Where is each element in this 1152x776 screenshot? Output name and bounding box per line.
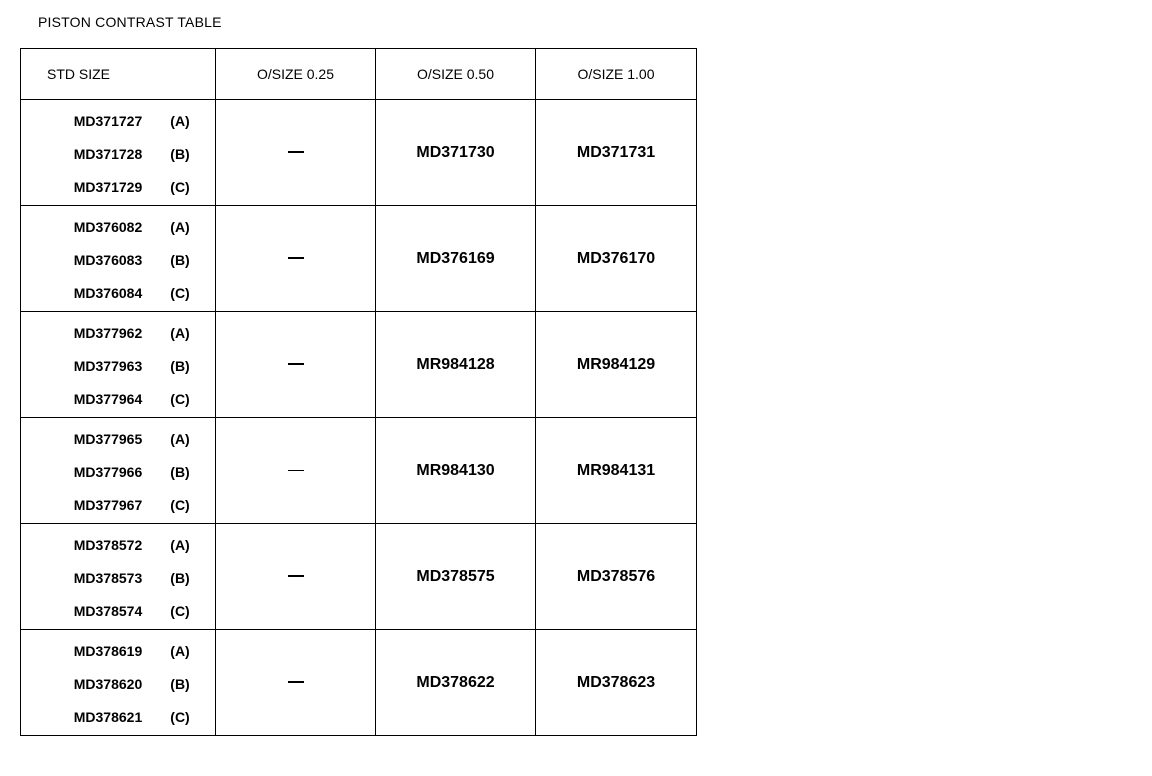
not-available-dash (288, 575, 304, 577)
std-part-number: MD376083 (73, 251, 143, 268)
std-size-entry (51, 426, 215, 452)
oversize-100-part: MD378623 (576, 673, 656, 691)
not-available-dash (288, 257, 304, 259)
header-oversize-050: O/SIZE 0.50 (376, 49, 536, 100)
std-size-entry (51, 280, 215, 306)
std-part-number: MD376084 (73, 284, 143, 301)
std-size-entry (51, 671, 215, 697)
std-size-entry (51, 386, 215, 412)
oversize-100-cell (536, 630, 697, 736)
table-row (21, 206, 697, 312)
std-size-entry (51, 141, 215, 167)
not-available-dash (288, 151, 304, 153)
std-grade: (A) (170, 642, 190, 659)
std-grade: (C) (170, 602, 190, 619)
std-size-entry (51, 598, 215, 624)
std-size-cell (21, 418, 216, 524)
std-part-number: MD377962 (73, 324, 143, 341)
table-row (21, 100, 697, 206)
std-grade: (C) (170, 390, 190, 407)
oversize-025-cell (216, 100, 376, 206)
piston-contrast-table (20, 48, 697, 736)
table-row (21, 312, 697, 418)
std-grade: (A) (170, 218, 190, 235)
oversize-050-part: MD378575 (416, 567, 495, 585)
std-size-entry (51, 532, 215, 558)
not-available-dash (288, 363, 304, 365)
oversize-100-cell (536, 524, 697, 630)
std-size-entry (51, 353, 215, 379)
oversize-050-part: MD376169 (416, 249, 495, 267)
std-size-cell (21, 312, 216, 418)
std-part-number: MD377964 (73, 390, 143, 407)
header-oversize-025: O/SIZE 0.25 (216, 49, 376, 100)
std-part-number: MD378621 (73, 708, 143, 725)
std-part-number: MD371729 (73, 178, 143, 195)
std-size-entry (51, 108, 215, 134)
std-size-entry (51, 565, 215, 591)
std-size-cell (21, 100, 216, 206)
std-part-number: MD377966 (73, 463, 143, 480)
std-grade: (C) (170, 708, 190, 725)
oversize-100-cell (536, 100, 697, 206)
std-size-entry (51, 492, 215, 518)
std-size-entry (51, 174, 215, 200)
oversize-050-part: MR984128 (416, 355, 495, 373)
std-part-number: MD377967 (73, 496, 143, 513)
std-part-number: MD378620 (73, 675, 143, 692)
table-row (21, 630, 697, 736)
oversize-025-cell (216, 418, 376, 524)
std-grade: (C) (170, 178, 190, 195)
oversize-100-part: MR984129 (576, 355, 656, 373)
oversize-100-part: MR984131 (576, 461, 656, 479)
not-available-dash (288, 470, 304, 471)
std-part-number: MD377965 (73, 430, 143, 447)
std-size-entry (51, 638, 215, 664)
std-part-number: MD376082 (73, 218, 143, 235)
header-row (21, 49, 697, 100)
oversize-050-cell (376, 312, 536, 418)
std-grade: (C) (170, 284, 190, 301)
oversize-050-cell (376, 206, 536, 312)
oversize-025-cell (216, 312, 376, 418)
oversize-100-cell (536, 312, 697, 418)
oversize-050-cell (376, 418, 536, 524)
header-oversize-100: O/SIZE 1.00 (536, 49, 697, 100)
std-part-number: MD371727 (73, 112, 143, 129)
std-size-entry (51, 459, 215, 485)
oversize-050-cell (376, 630, 536, 736)
std-grade: (C) (170, 496, 190, 513)
std-part-number: MD377963 (73, 357, 143, 374)
std-grade: (B) (170, 569, 190, 586)
std-part-number: MD378619 (73, 642, 143, 659)
oversize-025-cell (216, 630, 376, 736)
oversize-050-cell (376, 524, 536, 630)
oversize-050-part: MD378622 (416, 673, 495, 691)
std-grade: (B) (170, 463, 190, 480)
std-part-number: MD378574 (73, 602, 143, 619)
table-row (21, 524, 697, 630)
std-size-entry (51, 214, 215, 240)
oversize-100-part: MD378576 (576, 567, 656, 585)
oversize-100-part: MD376170 (576, 249, 656, 267)
not-available-dash (288, 681, 304, 683)
oversize-050-part: MR984130 (416, 461, 495, 479)
std-size-entry (51, 704, 215, 730)
std-size-entry (51, 320, 215, 346)
header-std-size: STD SIZE (21, 49, 216, 100)
std-part-number: MD378573 (73, 569, 143, 586)
std-size-cell (21, 630, 216, 736)
oversize-025-cell (216, 524, 376, 630)
std-size-entry (51, 247, 215, 273)
std-grade: (A) (170, 430, 190, 447)
oversize-100-cell (536, 206, 697, 312)
std-size-cell (21, 524, 216, 630)
std-grade: (B) (170, 357, 190, 374)
oversize-025-cell (216, 206, 376, 312)
std-grade: (A) (170, 536, 190, 553)
std-grade: (A) (170, 112, 190, 129)
oversize-100-part: MD371731 (576, 143, 656, 161)
std-grade: (A) (170, 324, 190, 341)
oversize-050-part: MD371730 (416, 143, 495, 161)
std-grade: (B) (170, 145, 190, 162)
std-grade: (B) (170, 675, 190, 692)
page-title: PISTON CONTRAST TABLE (38, 14, 222, 30)
std-size-cell (21, 206, 216, 312)
std-part-number: MD371728 (73, 145, 143, 162)
oversize-100-cell (536, 418, 697, 524)
table-row (21, 418, 697, 524)
oversize-050-cell (376, 100, 536, 206)
std-grade: (B) (170, 251, 190, 268)
std-part-number: MD378572 (73, 536, 143, 553)
